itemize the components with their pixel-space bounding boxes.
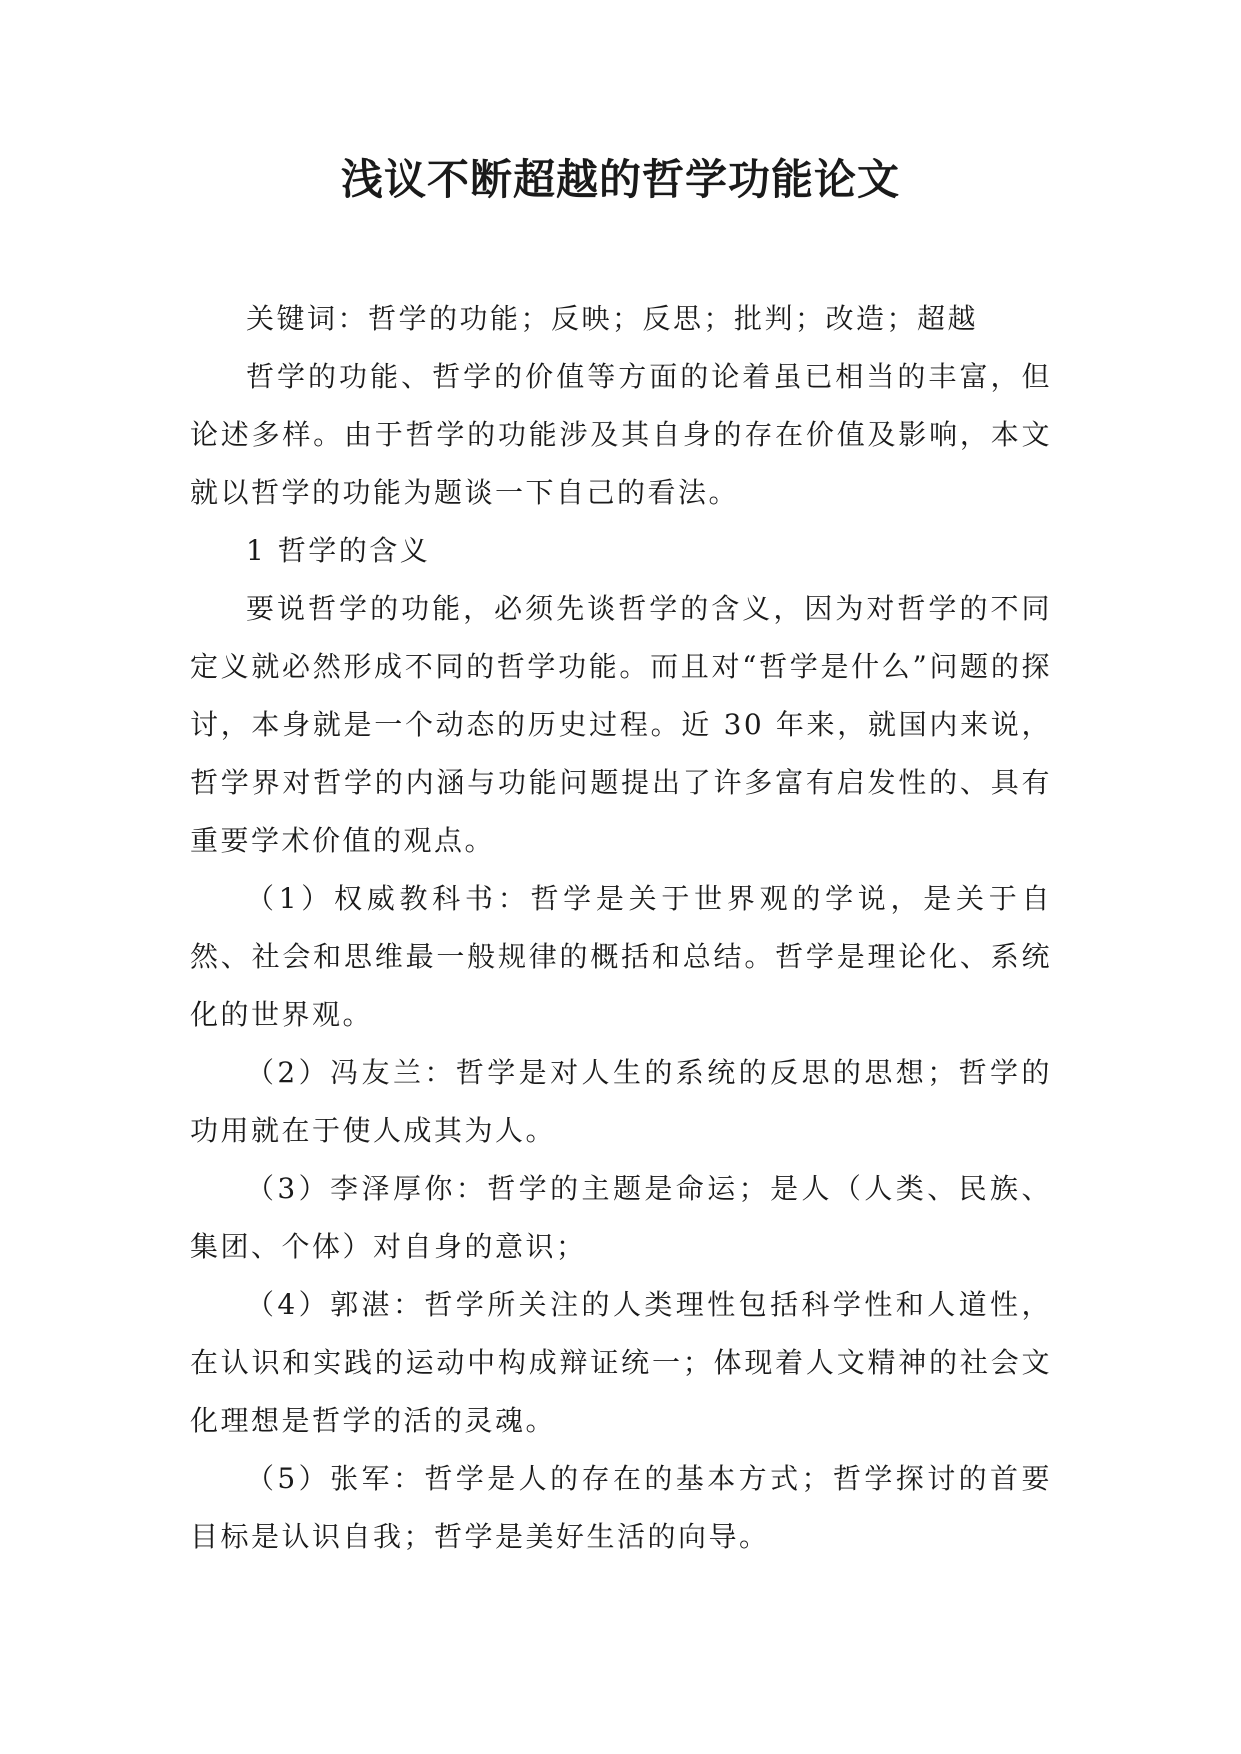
definition-paragraph: 要说哲学的功能，必须先谈哲学的含义，因为对哲学的不同定义就必然形成不同的哲学功能。而且对“哲学是什么”问题的探讨，本身就是一个动态的历史过程。近 30 年来，就国内来说，哲学界对哲学的内涵与功能问题提出了许多富有启发性的、具有重要学术价值的观点。	[190, 592, 1052, 857]
list-item-5: （5）张军：哲学是人的存在的基本方式；哲学探讨的首要目标是认识自我；哲学是美好生活的向导。	[190, 1462, 1052, 1553]
document-body	[190, 290, 1052, 1566]
list-item-2: （2）冯友兰：哲学是对人生的系统的反思的思想；哲学的功用就在于使人成其为人。	[190, 1056, 1052, 1147]
intro-paragraph: 哲学的功能、哲学的价值等方面的论着虽已相当的丰富，但论述多样。由于哲学的功能涉及其自身的存在价值及影响，本文就以哲学的功能为题谈一下自己的看法。	[190, 360, 1052, 509]
list-item-3: （3）李泽厚你：哲学的主题是命运；是人（人类、民族、集团、个体）对自身的意识；	[190, 1172, 1052, 1263]
keywords-paragraph: 关键词：哲学的功能；反映；反思；批判；改造；超越	[246, 302, 979, 335]
list-item-1: （1）权威教科书：哲学是关于世界观的学说，是关于自然、社会和思维最一般规律的概括和总结。哲学是理论化、系统化的世界观。	[190, 882, 1052, 1031]
document-title: 浅议不断超越的哲学功能论文	[340, 155, 900, 204]
section-heading: 1 哲学的含义	[246, 534, 431, 567]
list-item-4: （4）郭湛：哲学所关注的人类理性包括科学性和人道性，在认识和实践的运动中构成辩证统一；体现着人文精神的社会文化理想是哲学的活的灵魂。	[190, 1288, 1052, 1437]
